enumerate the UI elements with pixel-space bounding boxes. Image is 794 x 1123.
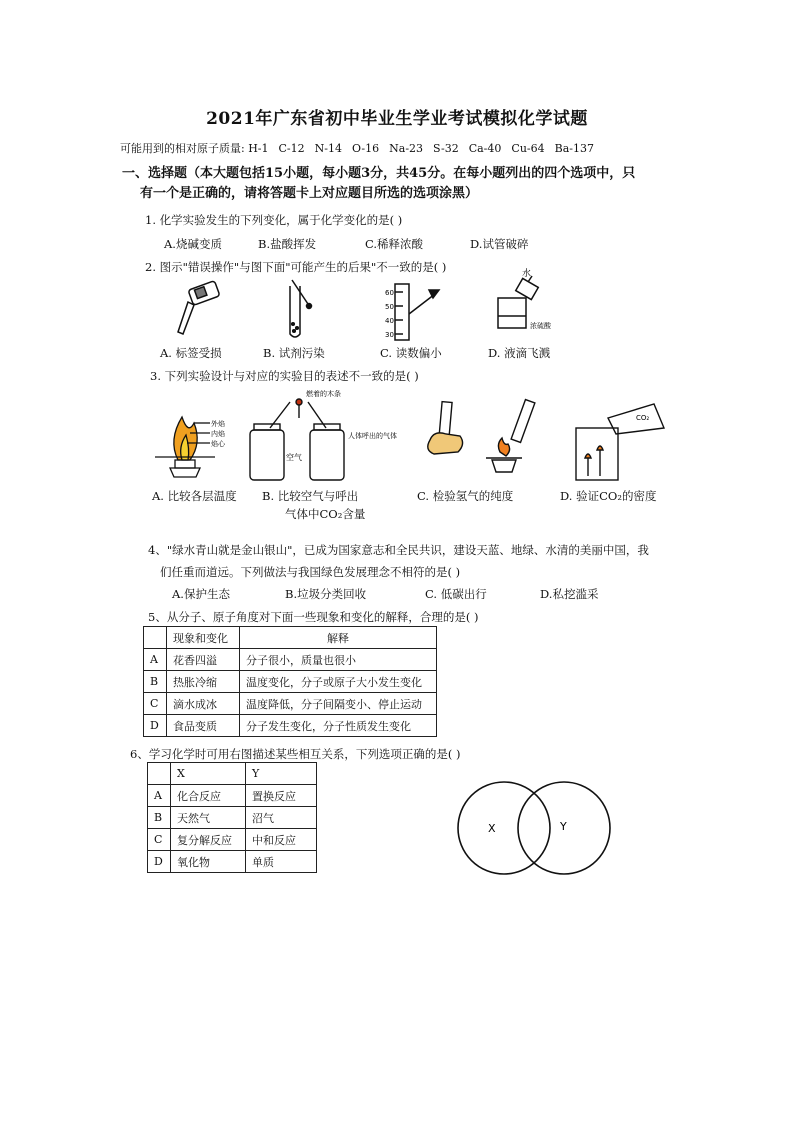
q3-option-b: B. 比较空气与呼出 bbox=[262, 489, 359, 503]
q3-illustration-b bbox=[248, 390, 397, 490]
table-cell: X bbox=[171, 763, 246, 785]
question-3-stem: 3. 下列实验设计与对应的实验目的表述不一致的是( ) bbox=[150, 369, 419, 383]
table-row bbox=[148, 763, 317, 785]
table-cell: 热胀冷缩 bbox=[167, 671, 240, 693]
table-cell: 温度变化，分子或原子大小发生变化 bbox=[240, 671, 437, 693]
q3-co2-label: CO₂ bbox=[636, 414, 650, 422]
q4-option-c: C. 低碳出行 bbox=[425, 587, 487, 601]
q4-option-d: D.私挖滥采 bbox=[540, 587, 599, 601]
table-cell bbox=[144, 627, 167, 649]
table-cell: 分子发生变化，分子性质发生变化 bbox=[240, 715, 437, 737]
mass-item: S-32 bbox=[433, 142, 459, 155]
table-cell: 置换反应 bbox=[246, 785, 317, 807]
venn-x-label: X bbox=[488, 822, 496, 835]
table-row bbox=[144, 715, 437, 737]
table-cell: Y bbox=[246, 763, 317, 785]
q1-option-c: C.稀释浓酸 bbox=[365, 237, 424, 251]
table-row bbox=[144, 693, 437, 715]
q3-flame-core-label: 焰心 bbox=[211, 440, 225, 448]
table-cell: 温度降低，分子间隔变小、停止运动 bbox=[240, 693, 437, 715]
atomic-masses bbox=[120, 140, 604, 156]
section-line-2: 有一个是正确的，请将答题卡上对应题目所选的选项涂黑） bbox=[140, 186, 479, 201]
table-row bbox=[144, 649, 437, 671]
q3-illustration-a bbox=[150, 405, 240, 485]
q3-option-a: A. 比较各层温度 bbox=[152, 489, 237, 503]
q2-water-label: 水 bbox=[522, 269, 532, 279]
question-1-stem: 1. 化学实验发生的下列变化，属于化学变化的是( ) bbox=[145, 213, 403, 227]
table-cell: 中和反应 bbox=[246, 829, 317, 851]
table-cell: 滴水成冰 bbox=[167, 693, 240, 715]
table-cell: 复分解反应 bbox=[171, 829, 246, 851]
mass-item: Ca-40 bbox=[468, 142, 502, 155]
q3-burning-stick-label: 燃着的木条 bbox=[306, 390, 341, 398]
page-title: 2021年广东省初中毕业生学业考试模拟化学试题 bbox=[206, 109, 588, 129]
table-cell: B bbox=[144, 671, 167, 693]
q4-option-a: A.保护生态 bbox=[172, 587, 230, 601]
q2-option-b: B. 试剂污染 bbox=[263, 346, 325, 360]
table-cell: 单质 bbox=[246, 851, 317, 873]
table-row bbox=[148, 807, 317, 829]
q2-option-a: A. 标签受损 bbox=[160, 346, 222, 360]
q3-air-label: 空气 bbox=[286, 453, 302, 462]
question-5-stem: 5、从分子、原子角度对下面一些现象和变化的解释，合理的是( ) bbox=[148, 610, 479, 624]
q1-option-a: A.烧碱变质 bbox=[164, 237, 222, 251]
q3-illustration-c bbox=[420, 400, 530, 485]
q2-tick-60: 60 bbox=[385, 289, 394, 297]
q3-outer-flame-label: 外焰 bbox=[211, 420, 225, 428]
table-row bbox=[144, 627, 437, 649]
q3-breath-label: 人体呼出的气体 bbox=[348, 432, 397, 440]
table-cell: C bbox=[148, 829, 171, 851]
q3-illustration-d bbox=[568, 398, 678, 486]
table-cell: A bbox=[144, 649, 167, 671]
q3-option-c: C. 检验氢气的纯度 bbox=[417, 489, 514, 503]
table-cell: B bbox=[148, 807, 171, 829]
q2-illustration-d bbox=[488, 268, 568, 340]
q5-table bbox=[143, 626, 437, 737]
venn-y-label: Y bbox=[560, 820, 567, 833]
table-cell: 天然气 bbox=[171, 807, 246, 829]
q2-tick-50: 50 bbox=[385, 303, 394, 311]
table-cell: 食品变质 bbox=[167, 715, 240, 737]
q2-acid-label: 浓硫酸 bbox=[530, 322, 551, 330]
mass-item: Ba-137 bbox=[554, 142, 594, 155]
q2-tick-30: 30 bbox=[385, 331, 394, 339]
question-4-line-1: 4、"绿水青山就是金山银山"，已成为国家意志和全民共识，建设天蓝、地绿、水清的美丽中国，我 bbox=[148, 543, 649, 557]
mass-item: Cu-64 bbox=[511, 142, 545, 155]
table-cell: 分子很小，质量也很小 bbox=[240, 649, 437, 671]
table-cell: 现象和变化 bbox=[167, 627, 240, 649]
table-cell bbox=[148, 763, 171, 785]
table-cell: 解释 bbox=[240, 627, 437, 649]
mass-item: C-12 bbox=[278, 142, 305, 155]
q3-option-b-line2: 气体中CO₂含量 bbox=[285, 507, 366, 521]
mass-item: N-14 bbox=[314, 142, 342, 155]
table-row bbox=[148, 785, 317, 807]
table-cell: 化合反应 bbox=[171, 785, 246, 807]
q2-illustration-a bbox=[170, 280, 230, 340]
section-line-1: 一、选择题（本大题包括15小题，每小题3分，共45分。在每小题列出的四个选项中，只 bbox=[122, 166, 636, 181]
table-cell: D bbox=[144, 715, 167, 737]
mass-item: Na-23 bbox=[389, 142, 424, 155]
table-cell: 氧化物 bbox=[171, 851, 246, 873]
mass-item: 可能用到的相对原子质量: H-1 bbox=[120, 142, 269, 155]
table-cell: C bbox=[144, 693, 167, 715]
q2-illustration-c bbox=[385, 284, 445, 344]
q2-illustration-b bbox=[278, 278, 318, 343]
q3-option-d: D. 验证CO₂的密度 bbox=[560, 489, 657, 503]
q4-option-b: B.垃圾分类回收 bbox=[285, 587, 367, 601]
table-cell: D bbox=[148, 851, 171, 873]
question-2-stem: 2. 图示"错误操作"与图下面"可能产生的后果"不一致的是( ) bbox=[145, 260, 447, 274]
table-row bbox=[148, 851, 317, 873]
q1-option-d: D.试管破碎 bbox=[470, 237, 529, 251]
question-6-stem: 6、学习化学时可用右图描述某些相互关系，下列选项正确的是( ) bbox=[130, 747, 461, 761]
table-cell: A bbox=[148, 785, 171, 807]
table-row bbox=[148, 829, 317, 851]
table-cell: 花香四溢 bbox=[167, 649, 240, 671]
section-heading bbox=[122, 164, 682, 204]
question-4-line-2: 们任重而道远。下列做法与我国绿色发展理念不相符的是( ) bbox=[160, 565, 461, 579]
q2-tick-40: 40 bbox=[385, 317, 394, 325]
table-cell: 沼气 bbox=[246, 807, 317, 829]
q6-table bbox=[147, 762, 317, 873]
mass-item: O-16 bbox=[352, 142, 380, 155]
q1-option-b: B.盐酸挥发 bbox=[258, 237, 317, 251]
q3-inner-flame-label: 内焰 bbox=[211, 430, 225, 438]
table-row bbox=[144, 671, 437, 693]
q2-option-d: D. 液滴飞溅 bbox=[488, 346, 551, 360]
q2-option-c: C. 读数偏小 bbox=[380, 346, 442, 360]
q6-venn-diagram bbox=[452, 780, 612, 880]
venn-circle-x bbox=[458, 782, 550, 874]
